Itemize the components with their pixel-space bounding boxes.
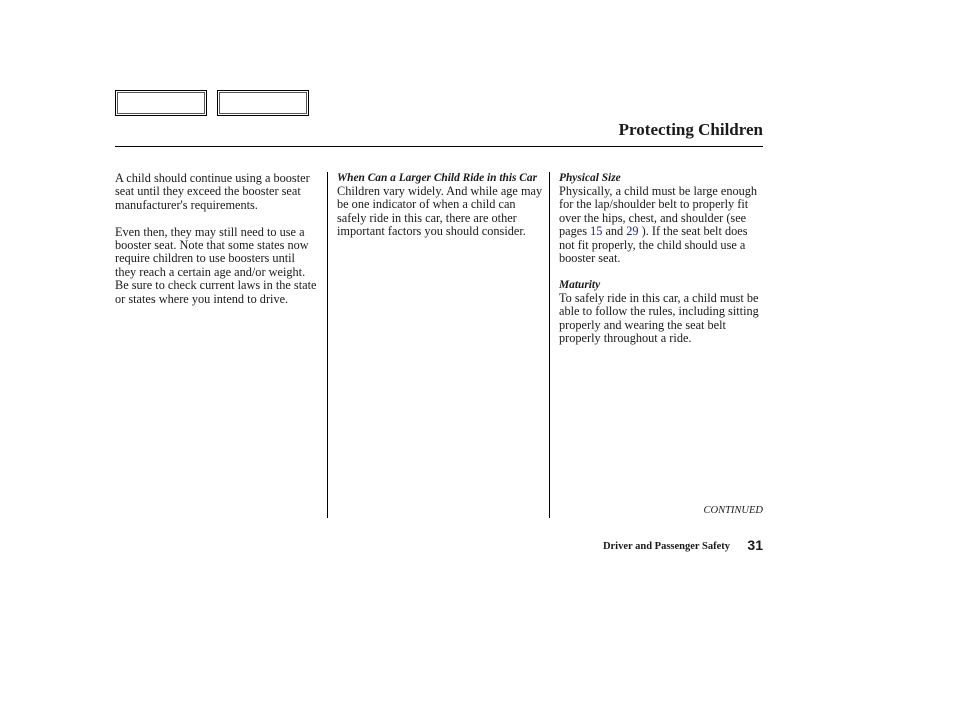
continued-label: CONTINUED [703,505,763,516]
column-divider [327,172,328,518]
physical-size-paragraph [559,185,763,265]
physical-size-text: Physically, a child must be large enough for the lap/shoulder belt to properly fit over the hips, chest, and shoulder (see pages [559,184,758,239]
title-divider [115,146,763,147]
column-divider [549,172,550,518]
page-number: 31 [747,537,763,553]
physical-size-text: ). If the seat belt does not fit properly, the child should use a booster seat. [559,224,748,266]
physical-size-subhead: Physical Size [559,172,621,184]
maturity-paragraph: To safely ride in this car, a child must be able to follow the rules, including sitting properly and wearing the seat belt properly throughout a ride. [559,290,759,346]
physical-size-text: and [602,224,627,239]
column-right [559,172,763,359]
page-29-link[interactable]: 29 [626,224,639,239]
previous-page-button[interactable] [115,90,207,116]
next-page-button[interactable] [217,90,309,116]
page-title: Protecting Children [618,120,763,139]
column-left [115,172,319,319]
state-laws-paragraph: Even then, they may still need to use a booster seat. Note that some states now require children to use boosters until they reach a certain age and/or weight. Be sure to check current laws in the state or states where you intend to drive. [115,224,317,306]
larger-child-paragraph: Children vary widely. And while age may be one indicator of when a child can safely ride in this car, there are other important factors you should consider. [337,184,543,239]
page-15-link[interactable]: 15 [590,224,603,239]
maturity-subhead: Maturity [559,278,601,291]
column-middle [337,172,545,252]
larger-child-subhead: When Can a Larger Child Ride in this Car [337,172,538,184]
booster-paragraph: A child should continue using a booster seat until they exceed the booster seat manufacturer's requirements. [115,171,310,212]
footer-section-title: Driver and Passenger Safety [602,541,730,552]
